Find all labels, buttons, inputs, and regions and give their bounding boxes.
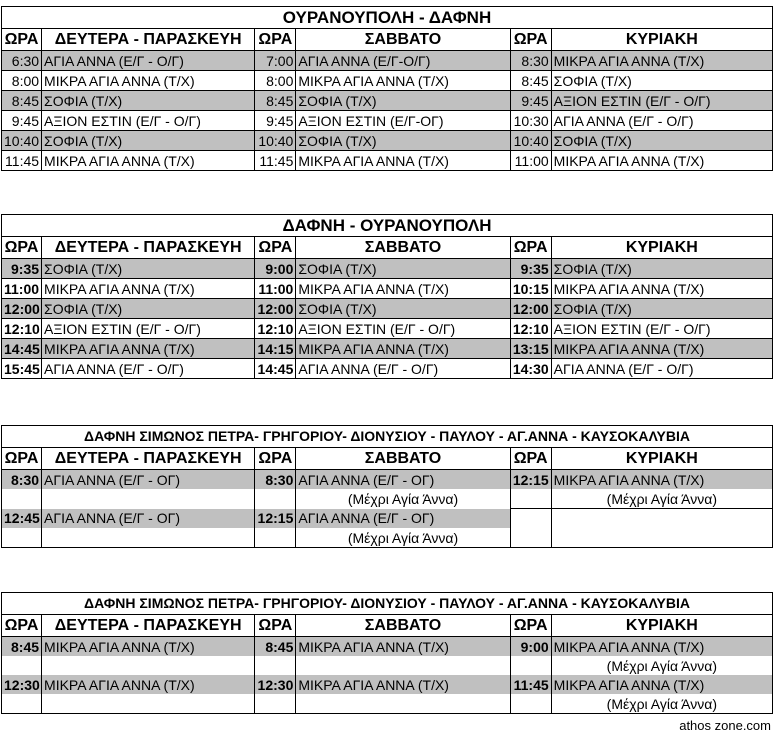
col-time-header: ΩΡΑ (255, 29, 296, 51)
sunday-boat: ΑΓΙΑ ΑΝΝΑ (Ε/Γ - Ο/Γ) (551, 359, 772, 379)
weekday-boat: ΣΟΦΙΑ (Τ/Χ) (42, 131, 255, 151)
saturday-boat: ΜΙΚΡΑ ΑΓΙΑ ΑΝΝΑ (Τ/Χ) (296, 339, 510, 359)
sunday-time: 13:15 (510, 339, 551, 359)
sunday-note: (Μέχρι Αγία Άννα) (551, 656, 772, 675)
table-row (2, 51, 773, 71)
col-sunday-header: ΚΥΡΙΑΚΗ (551, 237, 772, 259)
saturday-boat: ΜΙΚΡΑ ΑΓΙΑ ΑΝΝΑ (Τ/Χ) (296, 151, 510, 171)
saturday-boat: ΣΟΦΙΑ (Τ/Χ) (296, 91, 510, 111)
saturday-time: 11:00 (255, 279, 296, 299)
table-row (2, 509, 773, 529)
schedule-table-dafni-ouranoupoli (1, 214, 773, 379)
table-row (2, 489, 773, 509)
weekday-boat: ΣΟΦΙΑ (Τ/Χ) (42, 299, 255, 319)
table-row (2, 319, 773, 339)
sunday-time: 10:30 (510, 111, 551, 131)
sunday-time (510, 528, 551, 548)
weekday-time: 6:30 (2, 51, 42, 71)
sunday-time: 8:45 (510, 71, 551, 91)
weekday-boat: ΜΙΚΡΑ ΑΓΙΑ ΑΝΝΑ (Τ/Χ) (42, 637, 255, 657)
weekday-time: 8:00 (2, 71, 42, 91)
schedule-table-dafni-kafsokalyvia-2 (1, 592, 773, 714)
sunday-time: 9:00 (510, 637, 551, 657)
saturday-boat (296, 694, 510, 714)
sunday-boat: ΜΙΚΡΑ ΑΓΙΑ ΑΝΝΑ (Τ/Χ) (551, 470, 772, 490)
sunday-boat: ΜΙΚΡΑ ΑΓΙΑ ΑΝΝΑ (Τ/Χ) (551, 339, 772, 359)
table-row (2, 656, 773, 675)
weekday-time: 9:35 (2, 259, 42, 279)
saturday-time (255, 489, 296, 509)
saturday-time: 7:00 (255, 51, 296, 71)
col-time-header: ΩΡΑ (2, 615, 42, 637)
sunday-boat: ΜΙΚΡΑ ΑΓΙΑ ΑΝΝΑ (Τ/Χ) (551, 151, 772, 171)
sunday-time: 12:00 (510, 299, 551, 319)
saturday-boat: ΑΓΙΑ ΑΝΝΑ (Ε/Γ-Ο/Γ) (296, 51, 510, 71)
saturday-time: 10:40 (255, 131, 296, 151)
weekday-boat: ΑΞΙΟΝ ΕΣΤΙΝ (Ε/Γ - Ο/Γ) (42, 319, 255, 339)
table-row (2, 339, 773, 359)
sunday-time: 12:10 (510, 319, 551, 339)
weekday-time: 12:30 (2, 675, 42, 694)
weekday-time (2, 694, 42, 714)
sunday-time (510, 489, 551, 509)
saturday-time: 8:45 (255, 91, 296, 111)
table-row (2, 151, 773, 171)
saturday-note: (Μέχρι Αγία Άννα) (296, 489, 510, 509)
saturday-note: (Μέχρι Αγία Άννα) (296, 528, 510, 548)
sunday-note: (Μέχρι Αγία Άννα) (551, 694, 772, 714)
weekday-time (2, 656, 42, 675)
sunday-boat: ΜΙΚΡΑ ΑΓΙΑ ΑΝΝΑ (Τ/Χ) (551, 675, 772, 694)
sunday-time: 14:30 (510, 359, 551, 379)
saturday-time: 8:30 (255, 470, 296, 490)
weekday-time (2, 489, 42, 509)
col-saturday-header: ΣΑΒΒΑΤΟ (296, 448, 510, 470)
saturday-boat: ΜΙΚΡΑ ΑΓΙΑ ΑΝΝΑ (Τ/Χ) (296, 71, 510, 91)
saturday-time: 12:10 (255, 319, 296, 339)
saturday-boat: ΑΓΙΑ ΑΝΝΑ (Ε/Γ - Ο/Γ) (296, 359, 510, 379)
weekday-boat: ΑΓΙΑ ΑΝΝΑ (Ε/Γ - ΟΓ) (42, 509, 255, 529)
weekday-boat: ΑΓΙΑ ΑΝΝΑ (Ε/Γ - ΟΓ) (42, 470, 255, 490)
sunday-boat: ΜΙΚΡΑ ΑΓΙΑ ΑΝΝΑ (Τ/Χ) (551, 51, 772, 71)
saturday-time: 12:30 (255, 675, 296, 694)
weekday-time: 14:45 (2, 339, 42, 359)
saturday-boat: ΜΙΚΡΑ ΑΓΙΑ ΑΝΝΑ (Τ/Χ) (296, 279, 510, 299)
weekday-boat: ΜΙΚΡΑ ΑΓΙΑ ΑΝΝΑ (Τ/Χ) (42, 675, 255, 694)
sunday-boat: ΜΙΚΡΑ ΑΓΙΑ ΑΝΝΑ (Τ/Χ) (551, 637, 772, 657)
table-title: ΟΥΡΑΝΟΥΠΟΛΗ - ΔΑΦΝΗ (2, 7, 773, 29)
saturday-boat: ΑΓΙΑ ΑΝΝΑ (Ε/Γ - ΟΓ) (296, 509, 510, 529)
col-saturday-header: ΣΑΒΒΑΤΟ (296, 29, 510, 51)
col-time-header: ΩΡΑ (2, 237, 42, 259)
col-time-header: ΩΡΑ (255, 237, 296, 259)
saturday-boat: ΑΞΙΟΝ ΕΣΤΙΝ (Ε/Γ-ΟΓ) (296, 111, 510, 131)
weekday-time: 12:10 (2, 319, 42, 339)
weekday-boat: ΑΓΙΑ ΑΝΝΑ (Ε/Γ - Ο/Γ) (42, 51, 255, 71)
sunday-time (510, 509, 551, 529)
saturday-boat: ΣΟΦΙΑ (Τ/Χ) (296, 259, 510, 279)
weekday-boat: ΑΓΙΑ ΑΝΝΑ (Ε/Γ - Ο/Γ) (42, 359, 255, 379)
saturday-boat (296, 656, 510, 675)
sunday-note: (Μέχρι Αγία Άννα) (551, 489, 772, 509)
table-row (2, 694, 773, 714)
table-row (2, 279, 773, 299)
table-row (2, 259, 773, 279)
table-row (2, 359, 773, 379)
weekday-time: 11:45 (2, 151, 42, 171)
saturday-boat: ΜΙΚΡΑ ΑΓΙΑ ΑΝΝΑ (Τ/Χ) (296, 675, 510, 694)
weekday-time: 11:00 (2, 279, 42, 299)
sunday-time: 11:45 (510, 675, 551, 694)
sunday-time: 10:15 (510, 279, 551, 299)
col-time-header: ΩΡΑ (510, 448, 551, 470)
sunday-time: 12:15 (510, 470, 551, 490)
sunday-time: 8:30 (510, 51, 551, 71)
sunday-time: 9:35 (510, 259, 551, 279)
sunday-boat: ΣΟΦΙΑ (Τ/Χ) (551, 71, 772, 91)
weekday-time: 8:45 (2, 91, 42, 111)
weekday-boat: ΜΙΚΡΑ ΑΓΙΑ ΑΝΝΑ (Τ/Χ) (42, 339, 255, 359)
col-time-header: ΩΡΑ (255, 615, 296, 637)
table-row (2, 91, 773, 111)
col-time-header: ΩΡΑ (255, 448, 296, 470)
weekday-boat (42, 528, 255, 548)
saturday-time: 8:45 (255, 637, 296, 657)
sunday-boat: ΑΞΙΟΝ ΕΣΤΙΝ (Ε/Γ - Ο/Γ) (551, 91, 772, 111)
weekday-boat: ΜΙΚΡΑ ΑΓΙΑ ΑΝΝΑ (Τ/Χ) (42, 151, 255, 171)
weekday-boat (42, 694, 255, 714)
col-time-header: ΩΡΑ (510, 615, 551, 637)
table-row (2, 637, 773, 657)
sunday-boat: ΣΟΦΙΑ (Τ/Χ) (551, 299, 772, 319)
weekday-time: 12:00 (2, 299, 42, 319)
sunday-time: 10:40 (510, 131, 551, 151)
weekday-boat: ΜΙΚΡΑ ΑΓΙΑ ΑΝΝΑ (Τ/Χ) (42, 71, 255, 91)
footer-source: athos zone.com (679, 718, 771, 733)
saturday-time (255, 528, 296, 548)
col-saturday-header: ΣΑΒΒΑΤΟ (296, 237, 510, 259)
sunday-time: 9:45 (510, 91, 551, 111)
saturday-time: 12:15 (255, 509, 296, 529)
sunday-time (510, 656, 551, 675)
col-time-header: ΩΡΑ (510, 29, 551, 51)
col-weekdays-header: ΔΕΥΤΕΡΑ - ΠΑΡΑΣΚΕΥΗ (42, 615, 255, 637)
weekday-boat: ΑΞΙΟΝ ΕΣΤΙΝ (Ε/Γ - Ο/Γ) (42, 111, 255, 131)
col-time-header: ΩΡΑ (2, 448, 42, 470)
weekday-time: 15:45 (2, 359, 42, 379)
table-title: ΔΑΦΝΗ ΣΙΜΩΝΟΣ ΠΕΤΡΑ- ΓΡΗΓΟΡΙΟΥ- ΔΙΟΝΥΣΙΟΥ - ΠΑΥΛΟΥ - ΑΓ.ΑΝΝΑ - ΚΑΥΣΟΚΑΛΥΒΙΑ (2, 426, 773, 448)
saturday-time (255, 694, 296, 714)
sunday-boat: ΜΙΚΡΑ ΑΓΙΑ ΑΝΝΑ (Τ/Χ) (551, 279, 772, 299)
col-weekdays-header: ΔΕΥΤΕΡΑ - ΠΑΡΑΣΚΕΥΗ (42, 237, 255, 259)
table-row (2, 528, 773, 548)
col-sunday-header: ΚΥΡΙΑΚΗ (551, 615, 772, 637)
col-saturday-header: ΣΑΒΒΑΤΟ (296, 615, 510, 637)
schedule-table-ouranoupoli-dafni (1, 6, 773, 171)
saturday-time: 9:45 (255, 111, 296, 131)
sunday-boat: ΣΟΦΙΑ (Τ/Χ) (551, 259, 772, 279)
sunday-boat (551, 528, 772, 548)
table-title: ΔΑΦΝΗ ΣΙΜΩΝΟΣ ΠΕΤΡΑ- ΓΡΗΓΟΡΙΟΥ- ΔΙΟΝΥΣΙΟΥ - ΠΑΥΛΟΥ - ΑΓ.ΑΝΝΑ - ΚΑΥΣΟΚΑΛΥΒΙΑ (2, 593, 773, 615)
col-weekdays-header: ΔΕΥΤΕΡΑ - ΠΑΡΑΣΚΕΥΗ (42, 29, 255, 51)
table-row (2, 71, 773, 91)
col-sunday-header: ΚΥΡΙΑΚΗ (551, 448, 772, 470)
weekday-time: 8:30 (2, 470, 42, 490)
weekday-boat: ΣΟΦΙΑ (Τ/Χ) (42, 259, 255, 279)
sunday-time: 11:00 (510, 151, 551, 171)
sunday-boat: ΣΟΦΙΑ (Τ/Χ) (551, 131, 772, 151)
sunday-boat: ΑΓΙΑ ΑΝΝΑ (Ε/Γ - Ο/Γ) (551, 111, 772, 131)
sunday-time (510, 694, 551, 714)
col-time-header: ΩΡΑ (510, 237, 551, 259)
saturday-boat: ΑΓΙΑ ΑΝΝΑ (Ε/Γ - ΟΓ) (296, 470, 510, 490)
saturday-time: 14:45 (255, 359, 296, 379)
saturday-time: 9:00 (255, 259, 296, 279)
sunday-boat (551, 509, 772, 529)
table-title: ΔΑΦΝΗ - ΟΥΡΑΝΟΥΠΟΛΗ (2, 215, 773, 237)
weekday-time: 10:40 (2, 131, 42, 151)
saturday-time: 12:00 (255, 299, 296, 319)
saturday-time: 14:15 (255, 339, 296, 359)
table-row (2, 111, 773, 131)
weekday-boat: ΜΙΚΡΑ ΑΓΙΑ ΑΝΝΑ (Τ/Χ) (42, 279, 255, 299)
table-row (2, 470, 773, 490)
table-row (2, 299, 773, 319)
table-row (2, 131, 773, 151)
sunday-boat: ΑΞΙΟΝ ΕΣΤΙΝ (Ε/Γ - Ο/Γ) (551, 319, 772, 339)
weekday-time: 12:45 (2, 509, 42, 529)
saturday-boat: ΑΞΙΟΝ ΕΣΤΙΝ (Ε/Γ - Ο/Γ) (296, 319, 510, 339)
weekday-time: 9:45 (2, 111, 42, 131)
saturday-time: 8:00 (255, 71, 296, 91)
saturday-boat: ΣΟΦΙΑ (Τ/Χ) (296, 131, 510, 151)
saturday-boat: ΣΟΦΙΑ (Τ/Χ) (296, 299, 510, 319)
saturday-boat: ΜΙΚΡΑ ΑΓΙΑ ΑΝΝΑ (Τ/Χ) (296, 637, 510, 657)
weekday-time: 8:45 (2, 637, 42, 657)
saturday-time (255, 656, 296, 675)
weekday-boat: ΣΟΦΙΑ (Τ/Χ) (42, 91, 255, 111)
weekday-boat (42, 656, 255, 675)
col-time-header: ΩΡΑ (2, 29, 42, 51)
schedule-table-dafni-kafsokalyvia-1 (1, 425, 773, 548)
saturday-time: 11:45 (255, 151, 296, 171)
weekday-boat (42, 489, 255, 509)
col-weekdays-header: ΔΕΥΤΕΡΑ - ΠΑΡΑΣΚΕΥΗ (42, 448, 255, 470)
weekday-time (2, 528, 42, 548)
table-row (2, 675, 773, 694)
col-sunday-header: ΚΥΡΙΑΚΗ (551, 29, 772, 51)
